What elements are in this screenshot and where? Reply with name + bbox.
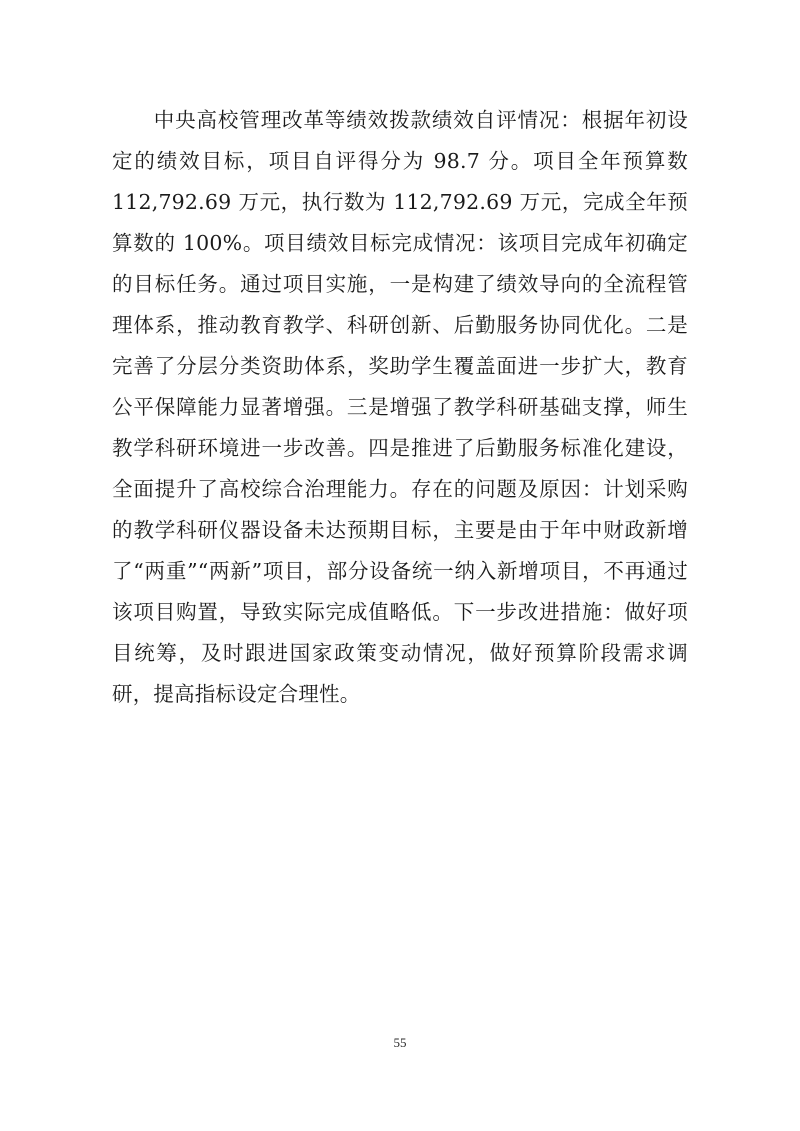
page-number: 55: [393, 1035, 407, 1050]
paragraph-text: 中央高校管理改革等绩效拨款绩效自评情况：根据年初设定的绩效目标，项目自评得分为 98.7 分。项目全年预算数 112,792.69 万元，执行数为 112,792.69 万元，完成全年预算数的 100%。项目绩效目标完成情况：该项目完成年初确定的目标任务。通过项目实施，一是构建了绩效导向的全流程管理体系，推动教育教学、科研创新、后勤服务协同优化。二是完善了分层分类资助体系，奖助学生覆盖面进一步扩大，教育公平保障能力显著增强。三是增强了教学科研基础支撑，师生教学科研环境进一步改善。四是推进了后勤服务标准化建设，全面提升了高校综合治理能力。存在的问题及原因：计划采购的教学科研仪器设备未达预期目标，主要是由于年中财政新增了“两重”“两新”项目，部分设备统一纳入新增项目，不再通过该项目购置，导致实际完成值略低。下一步改进措施：做好项目统筹，及时跟进国家政策变动情况，做好预算阶段需求调研，提高指标设定合理性。: [112, 108, 688, 706]
document-body: [112, 100, 688, 715]
body-paragraph: [112, 100, 688, 715]
